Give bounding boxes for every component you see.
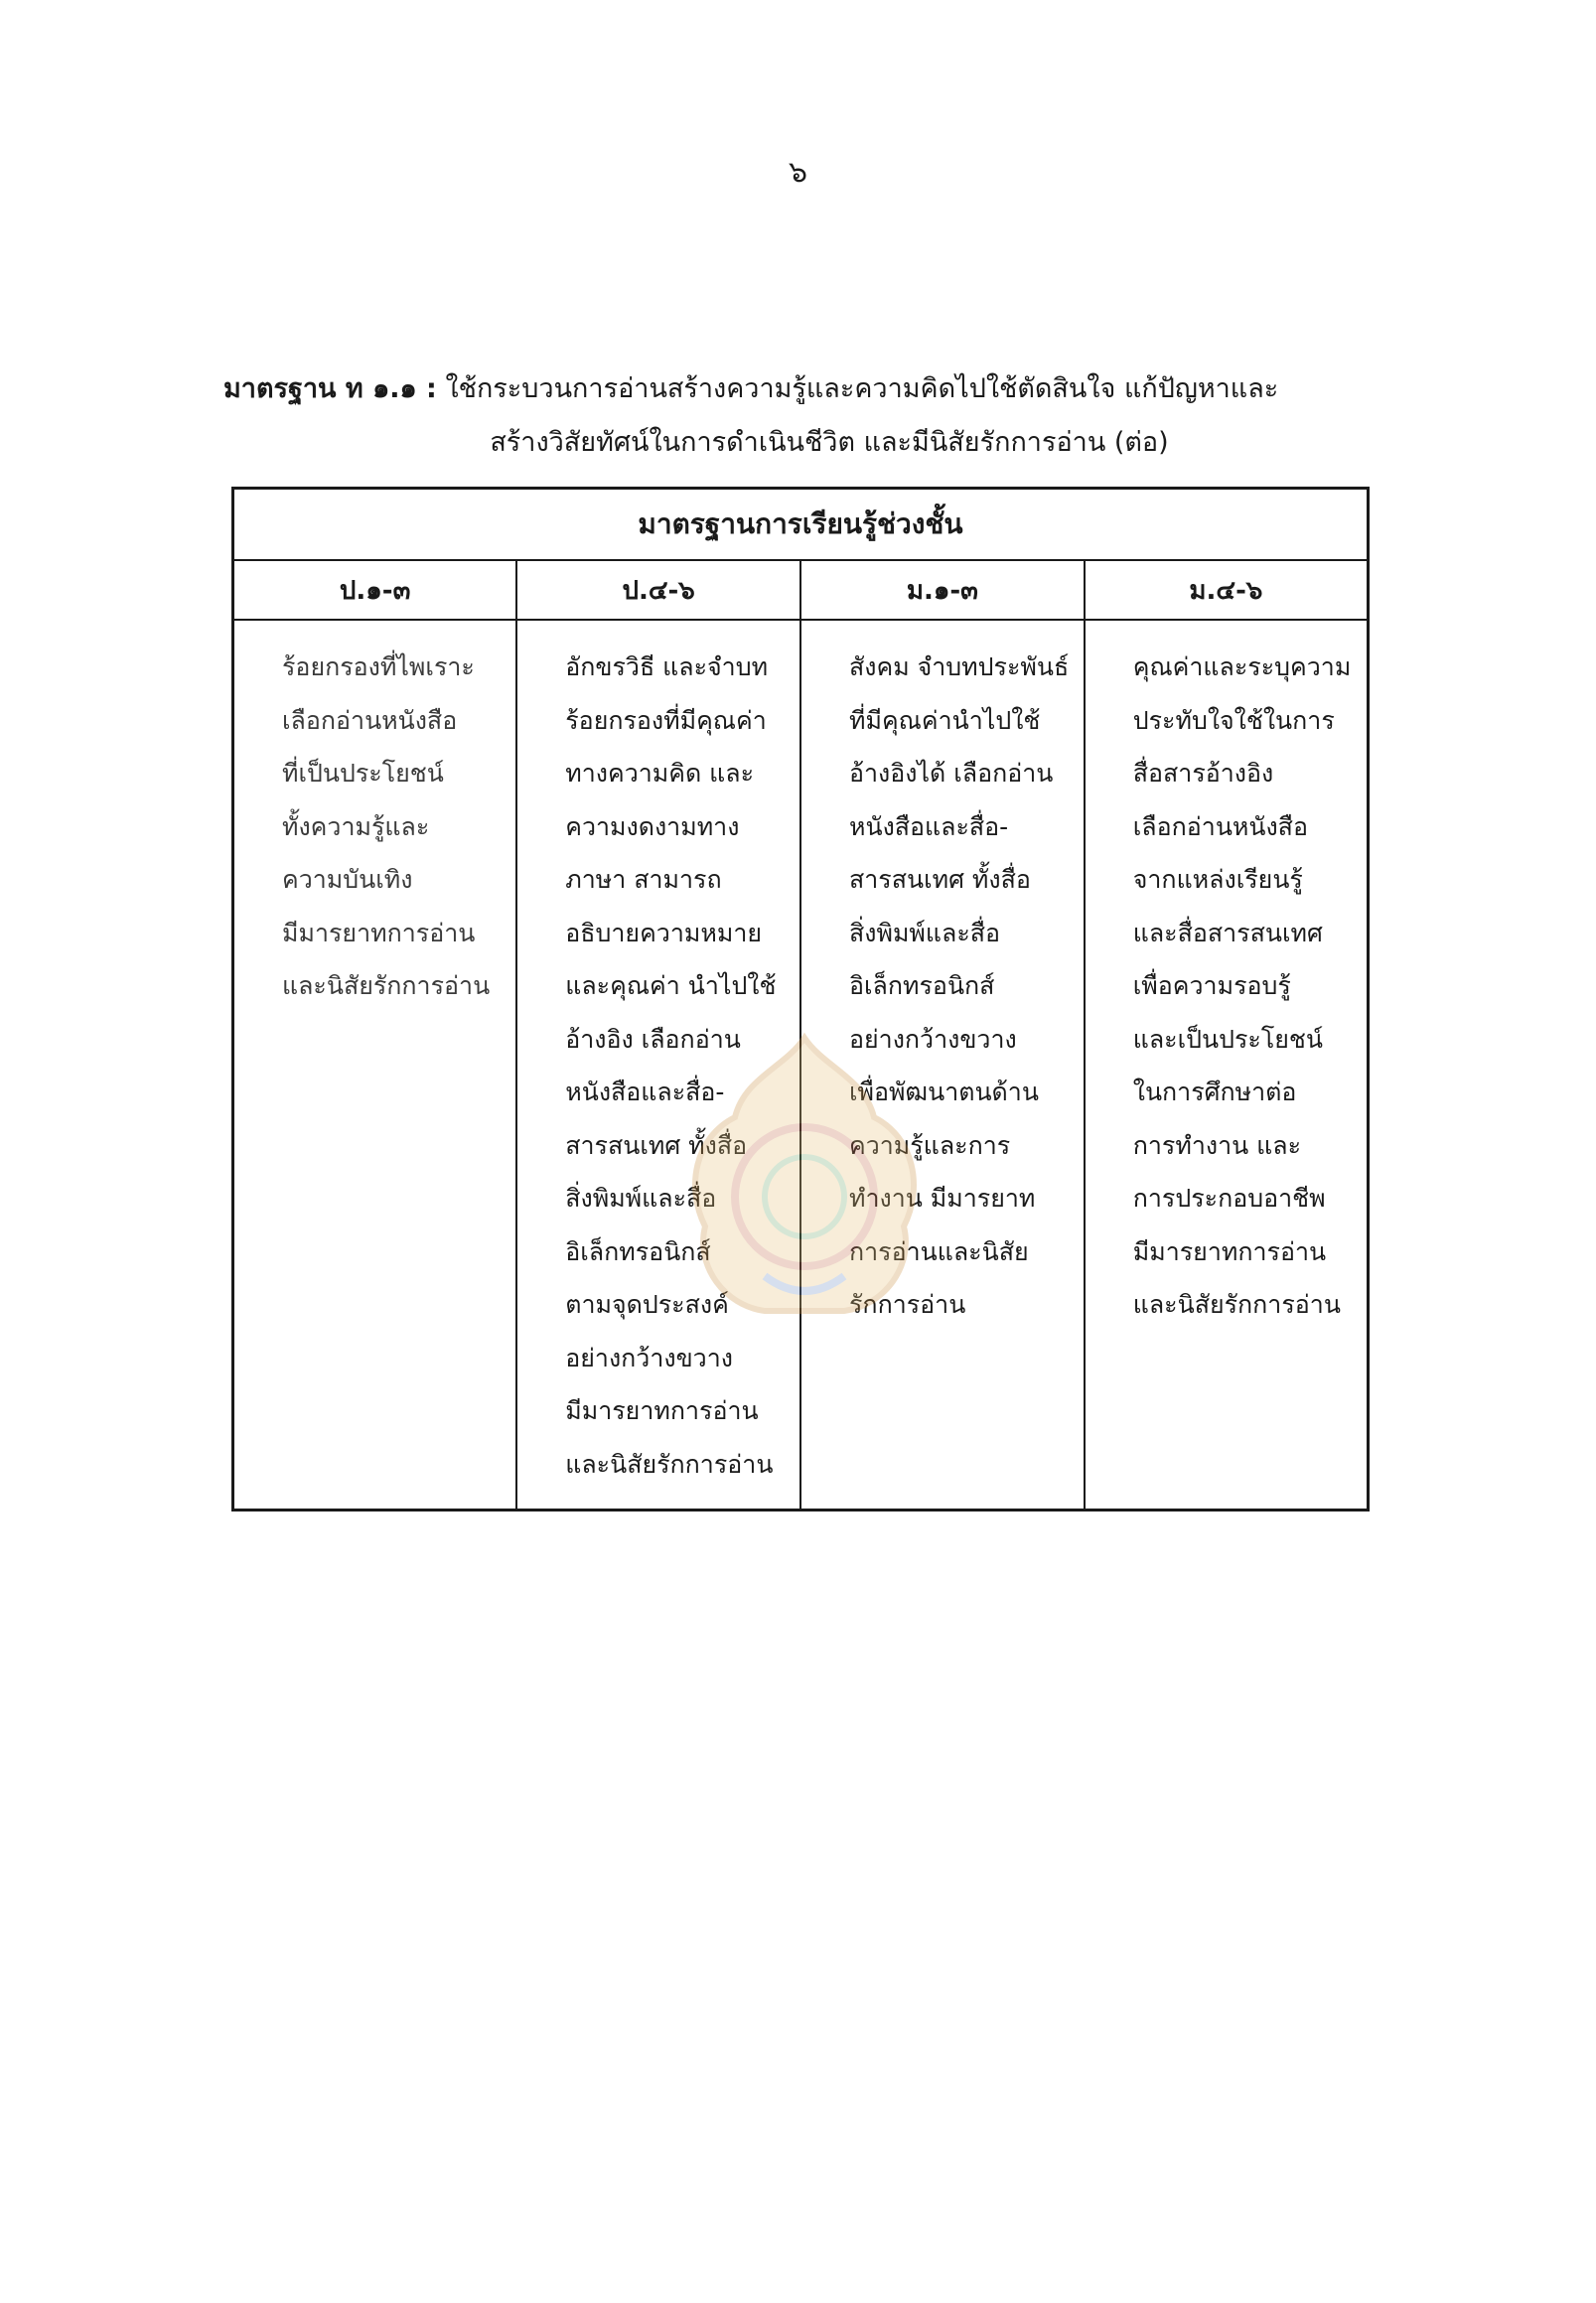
- cell-line: สิ่งพิมพ์และสื่อ: [565, 1184, 717, 1213]
- cell-line: รักการอ่าน: [849, 1290, 966, 1319]
- cell-line: สิ่งพิมพ์และสื่อ: [849, 918, 1001, 947]
- standard-text-2: สร้างวิสัยทัศน์ในการดำเนินชีวิต และมีนิสัยรักการอ่าน (ต่อ): [490, 427, 1169, 458]
- cell-line: สารสนเทศ ทั้งสื่อ: [849, 865, 1031, 894]
- cell-line: มีมารยาทการอ่าน: [565, 1396, 759, 1425]
- cell-line: อิเล็กทรอนิกส์: [849, 971, 995, 1000]
- standard-heading: [223, 362, 1395, 470]
- cell-line: การประกอบอาชีพ: [1132, 1184, 1326, 1213]
- column-header-p1-3: ป.๑-๓: [233, 560, 517, 620]
- column-header-m1-3: ม.๑-๓: [800, 560, 1085, 620]
- cell-line: อย่างกว้างขวาง: [565, 1343, 733, 1372]
- cell-line: การอ่านและนิสัย: [849, 1236, 1029, 1266]
- cell-line: และนิสัยรักการอ่าน: [1132, 1290, 1341, 1319]
- cell-line: และนิสัยรักการอ่าน: [282, 971, 491, 1000]
- cell-line: มีมารยาทการอ่าน: [1132, 1236, 1327, 1266]
- cell-line: และคุณค่า นำไปใช้: [565, 971, 777, 1000]
- cell-line: ร้อยกรองที่ไพเราะ: [282, 652, 475, 681]
- cell-line: และเป็นประโยชน์: [1132, 1024, 1323, 1054]
- cell-line: ตามจุดประสงค์: [565, 1290, 729, 1319]
- cell-line: ทางความคิด และ: [565, 759, 755, 788]
- cell-line: หนังสือและสื่อ-: [565, 1078, 725, 1106]
- cell-line: และนิสัยรักการอ่าน: [565, 1449, 774, 1479]
- cell-line: สื่อสารอ้างอิง: [1132, 759, 1274, 788]
- cell-line: ในการศึกษาต่อ: [1132, 1078, 1297, 1106]
- cell-line: อักขรวิธี และจำบท: [565, 652, 769, 681]
- standard-label: มาตรฐาน ท ๑.๑ :: [223, 373, 437, 404]
- page-number: ๖: [788, 155, 808, 190]
- cell-line: อย่างกว้างขวาง: [849, 1024, 1017, 1054]
- cell-line: อิเล็กทรอนิกส์: [565, 1236, 711, 1266]
- cell-line: ทำงาน มีมารยาท: [849, 1184, 1036, 1213]
- standard-text-1: ใช้กระบวนการอ่านสร้างความรู้และความคิดไปใช้ตัดสินใจ แก้ปัญหาและ: [445, 373, 1279, 404]
- cell-line: สารสนเทศ ทั้งสื่อ: [565, 1130, 748, 1160]
- cell-line: ที่มีคุณค่านำไปใช้: [849, 705, 1041, 735]
- cell-line: ที่เป็นประโยชน์: [282, 759, 444, 788]
- cell-line: ทั้งความรู้และ: [282, 811, 430, 841]
- cell-line: อ้างอิงได้ เลือกอ่าน: [849, 759, 1054, 788]
- cell-line: การทำงาน และ: [1132, 1130, 1302, 1160]
- cell-line: เลือกอ่านหนังสือ: [282, 705, 458, 735]
- cell-line: มีมารยาทการอ่าน: [282, 918, 476, 947]
- table-title: มาตรฐานการเรียนรู้ช่วงชั้น: [233, 489, 1369, 561]
- cell-line: หนังสือและสื่อ-: [849, 811, 1009, 841]
- learning-standards-table: [231, 487, 1370, 1511]
- cell-p4-6: [516, 620, 800, 1511]
- cell-line: คุณค่าและระบุความ: [1132, 652, 1352, 681]
- cell-line: จากแหล่งเรียนรู้: [1132, 865, 1303, 894]
- cell-line: ร้อยกรองที่มีคุณค่า: [565, 705, 767, 735]
- cell-line: และสื่อสารสนเทศ: [1132, 918, 1323, 947]
- cell-line: อธิบายความหมาย: [565, 918, 763, 947]
- cell-line: เลือกอ่านหนังสือ: [1132, 811, 1308, 841]
- cell-line: เพื่อความรอบรู้: [1132, 971, 1291, 1000]
- cell-m4-6: [1085, 620, 1369, 1511]
- cell-p1-3: [233, 620, 517, 1511]
- cell-line: ความรู้และการ: [849, 1130, 1011, 1160]
- standard-heading-line-1: [223, 362, 1395, 416]
- cell-line: ภาษา สามารถ: [565, 865, 722, 894]
- cell-line: สังคม จำบทประพันธ์: [849, 652, 1070, 681]
- cell-line: ความงดงามทาง: [565, 811, 740, 841]
- cell-m1-3: [800, 620, 1085, 1511]
- column-header-m4-6: ม.๔-๖: [1085, 560, 1369, 620]
- column-header-p4-6: ป.๔-๖: [516, 560, 800, 620]
- cell-line: ประทับใจใช้ในการ: [1132, 705, 1335, 735]
- table-row: [233, 620, 1369, 1511]
- cell-line: อ้างอิง เลือกอ่าน: [565, 1024, 741, 1054]
- cell-line: ความบันเทิง: [282, 865, 413, 894]
- cell-line: เพื่อพัฒนาตนด้าน: [849, 1078, 1039, 1106]
